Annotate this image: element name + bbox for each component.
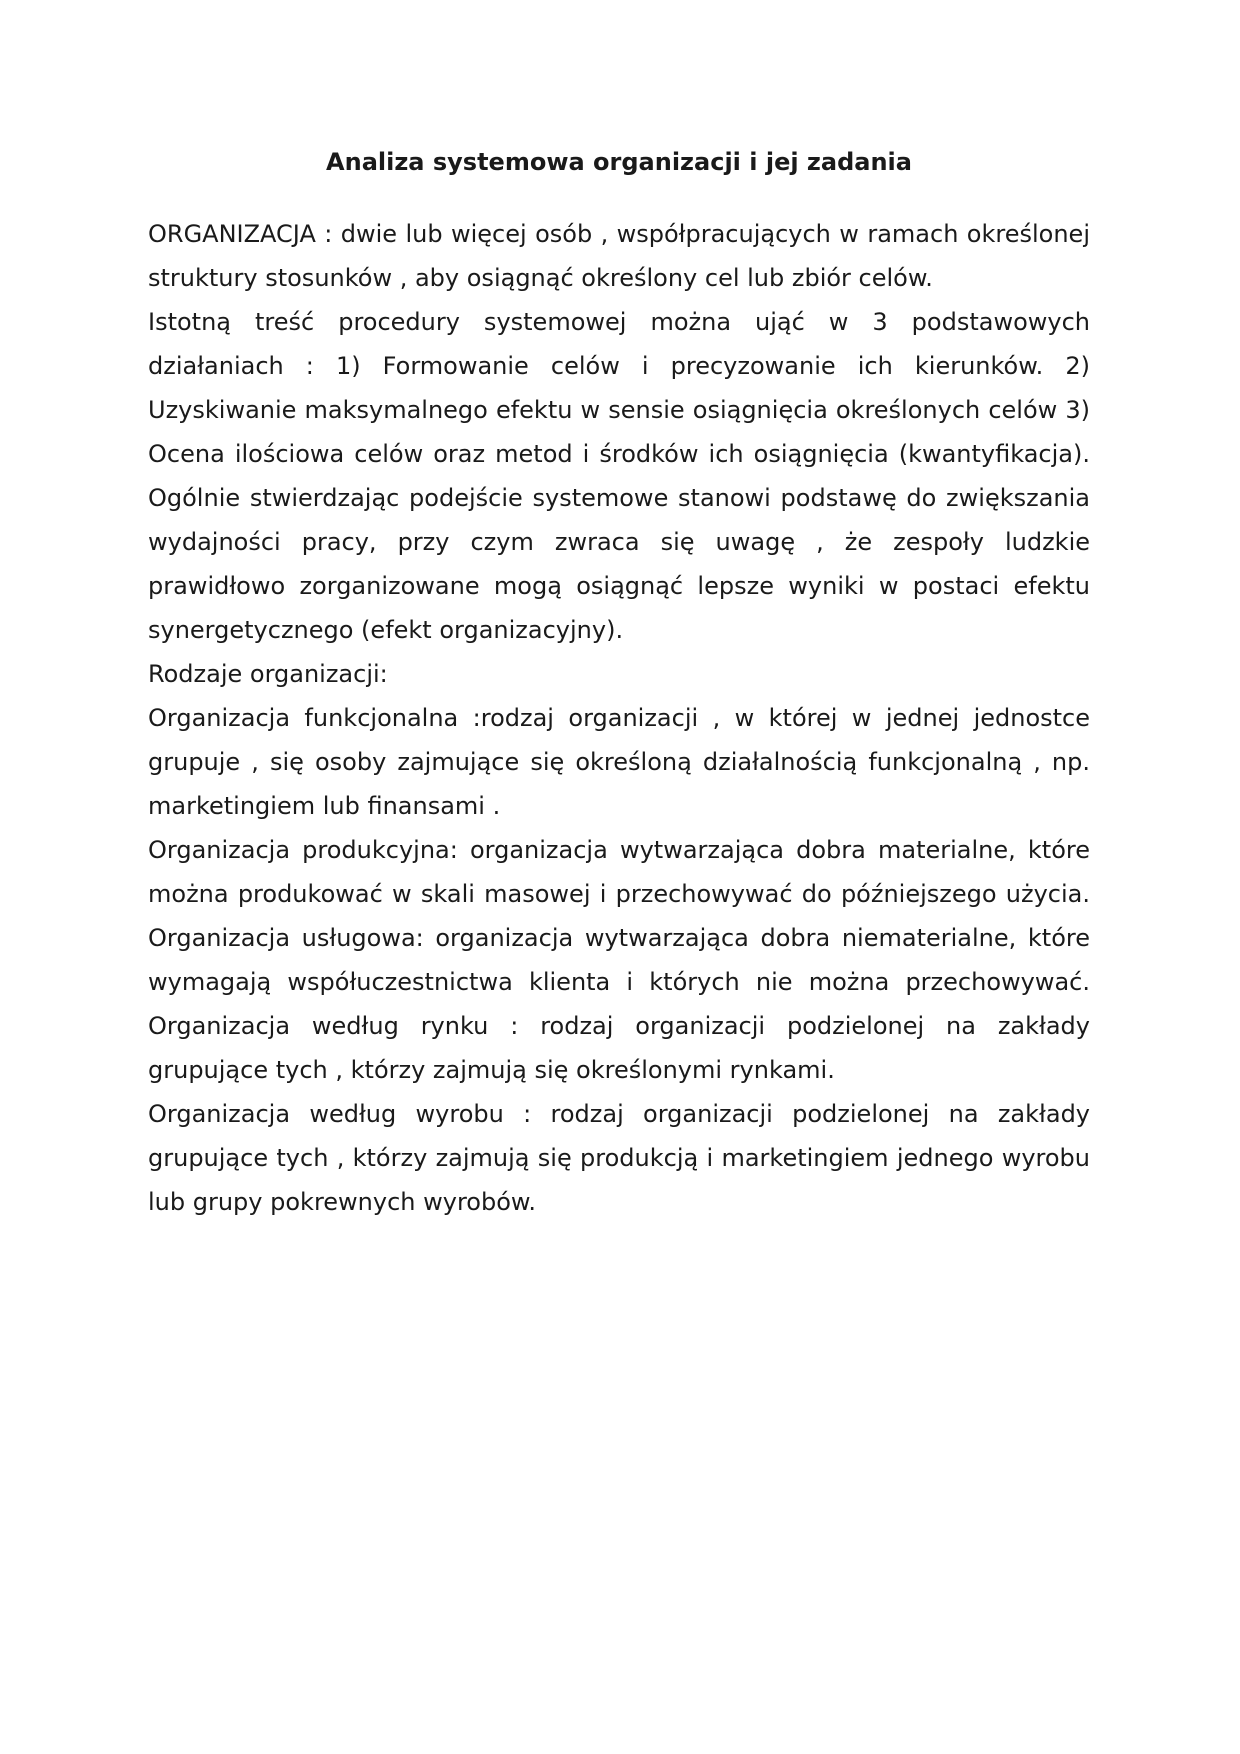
paragraph-definition: ORGANIZACJA : dwie lub więcej osób , współpracujących w ramach określonej struktury stosunków , aby osiągnąć określony cel lub zbiór celów. [148,220,1090,292]
paragraph-production-organization: Organizacja produkcyjna: organizacja wytwarzająca dobra materialne, które można produkować w skali masowej i przechowywać do późniejszego użycia. Organizacja usługowa: organizacja wytwarzająca dobra niematerialne, które wymagają współuczestnictwa klienta i których nie można przechowywać. Organizacja według rynku : rodzaj organizacji podzielonej na zakłady grupujące tych , którzy zajmują się określonymi rynkami. [148,836,1090,1084]
paragraph-product-organization: Organizacja według wyrobu : rodzaj organizacji podzielonej na zakłady grupujące tych , którzy zajmują się produkcją i marketingiem jednego wyrobu lub grupy pokrewnych wyrobów. [148,1100,1090,1216]
paragraph-types-heading: Rodzaje organizacji: [148,660,388,688]
paragraph-functional-organization: Organizacja funkcjonalna :rodzaj organizacji , w której w jednej jednostce grupuje , się osoby zajmujące się określoną działalnością funkcjonalną , np. marketingiem lub finansami . [148,704,1090,820]
paragraph-system-procedure: Istotną treść procedury systemowej można ująć w 3 podstawowych działaniach : 1) Formowanie celów i precyzowanie ich kierunków. 2) Uzyskiwanie maksymalnego efektu w sensie osiągnięcia określonych celów 3) Ocena ilościowa celów oraz metod i środków ich osiągnięcia (kwantyfikacja). Ogólnie stwierdzając podejście systemowe stanowi podstawę do zwiększania wydajności pracy, przy czym zwraca się uwagę , że zespoły ludzkie prawidłowo zorganizowane mogą osiągnąć lepsze wyniki w postaci efektu synergetycznego (efekt organizacyjny). [148,308,1090,644]
document-title: Analiza systemowa organizacji i jej zadania [326,148,912,176]
document-content [148,140,1090,1224]
